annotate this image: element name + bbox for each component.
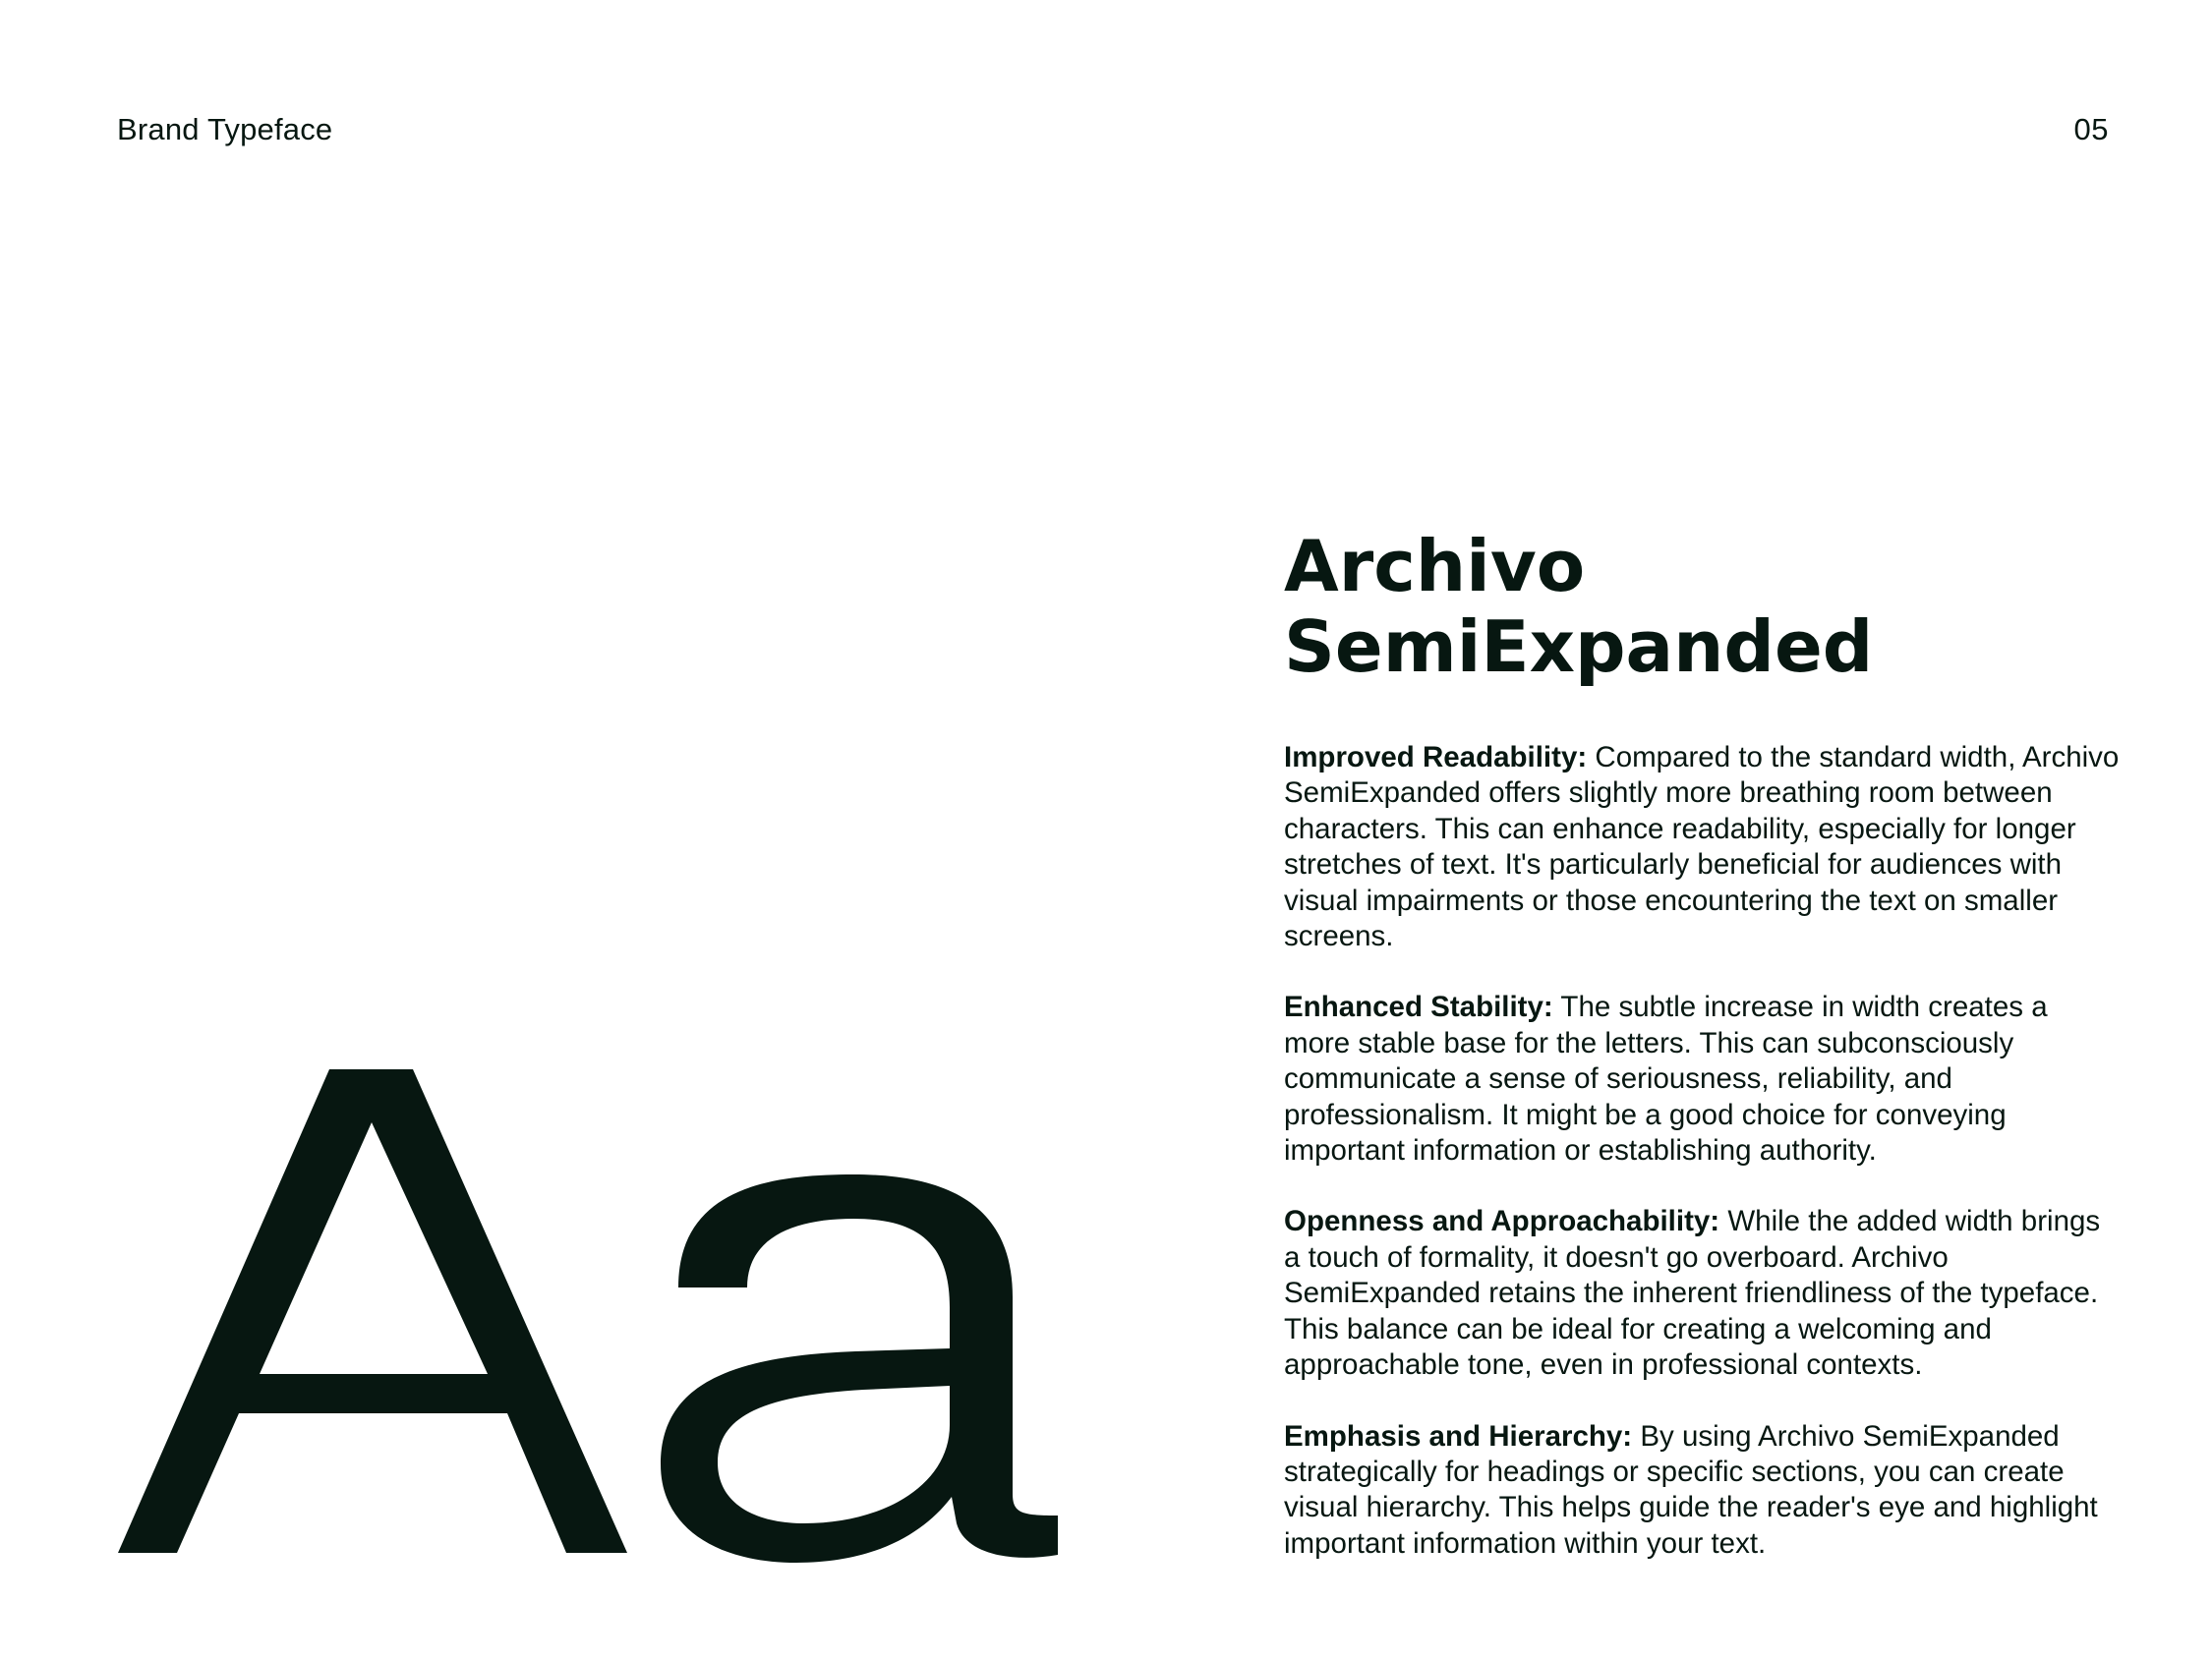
feature-body: Compared to the standard width, Archivo SemiExpanded offers slightly more breathing room between characters. This can enhance readability, especially for longer stretches of text. It's particularly beneficial for audiences with visual impairments or those encountering the text on smaller screens.: [1284, 741, 2120, 953]
type-specimen: [98, 1012, 1081, 1641]
feature-paragraph: [1284, 1204, 2120, 1383]
page-number: 05: [2073, 112, 2109, 146]
typeface-info: [1284, 526, 2120, 1597]
typeface-title: [1284, 526, 2120, 687]
feature-body: The subtle increase in width creates a more stable base for the letters. This can subconsciously communicate a sense of seriousness, reliability, and professionalism. It might be a good choice for conveying important information or establishing authority.: [1284, 991, 2048, 1168]
feature-title: Improved Readability:: [1284, 741, 1588, 773]
typeface-title-line2: SemiExpanded: [1284, 605, 1874, 688]
feature-title: Emphasis and Hierarchy:: [1284, 1419, 1633, 1453]
feature-title: Openness and Approachability:: [1284, 1205, 1720, 1238]
feature-list: [1284, 740, 2120, 1562]
feature-body: By using Archivo SemiExpanded strategically for headings or specific sections, you can create visual hierarchy. This helps guide the reader's eye and highlight important information within your text.: [1284, 1419, 2098, 1560]
feature-title: Enhanced Stability:: [1284, 991, 1553, 1024]
feature-paragraph: [1284, 990, 2120, 1169]
feature-body: While the added width brings a touch of formality, it doesn't go overboard. Archivo SemiExpanded retains the inherent friendliness of the typeface. This balance can be ideal for creating a welcoming and approachable tone, even in professional contexts.: [1284, 1205, 2101, 1382]
specimen-capital-a: [118, 1069, 627, 1553]
feature-paragraph: [1284, 1419, 2120, 1563]
section-label: Brand Typeface: [117, 112, 333, 146]
feature-paragraph: [1284, 740, 2120, 954]
typeface-title-line1: Archivo: [1284, 525, 1586, 607]
specimen-lowercase-a: [661, 1174, 1058, 1563]
